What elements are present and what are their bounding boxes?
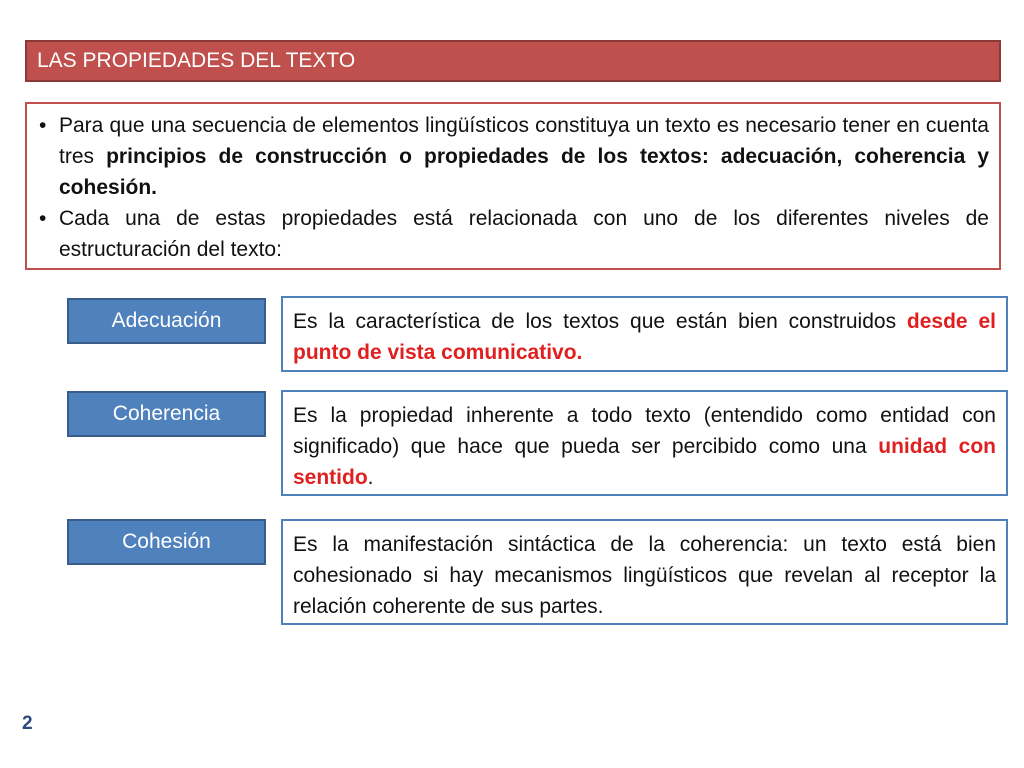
- intro-bullet-1: [39, 110, 989, 203]
- adecuacion-definition: [281, 296, 1008, 372]
- page-number: 2: [22, 713, 33, 734]
- intro-bullet-2: [39, 203, 989, 265]
- cohesion-label: Cohesión: [67, 519, 266, 565]
- coherencia-highlight: unidad con sentido: [293, 435, 996, 489]
- adecuacion-highlight: desde: [906, 310, 968, 333]
- coherencia-end: .: [367, 466, 374, 489]
- cohesion-definition: [281, 519, 1008, 625]
- adecuacion-text: Es la característica de los textos que están bien construidos: [293, 310, 907, 333]
- adecuacion-label: Adecuación: [67, 298, 266, 344]
- coherencia-label: Coherencia: [67, 391, 266, 437]
- bullet-icon: •: [39, 207, 47, 230]
- bullet-icon: •: [39, 114, 47, 137]
- intro-bullet-2-text: Cada una de estas propiedades está relacionada con uno de los diferentes niveles de estructuración del texto:: [59, 207, 989, 261]
- intro-bullet-1-bold: principios de construcción o propiedades de los textos: adecuación, coherencia y cohesión.: [59, 145, 990, 199]
- intro-box: [25, 102, 1001, 270]
- slide-title: LAS PROPIEDADES DEL TEXTO: [25, 40, 1001, 82]
- cohesion-text: Es la manifestación sintáctica de la coherencia: un texto está bien cohesionado si hay mecanismos lingüísticos que revelan al receptor la relación coherente de sus partes.: [293, 533, 996, 618]
- coherencia-text: Es la propiedad inherente a todo texto (entendido como entidad con significado) que hace que pueda ser percibido como una: [293, 404, 996, 458]
- intro-list: [39, 110, 989, 265]
- intro-bullet-1-text: Para que una secuencia de elementos lingüísticos constituya un texto es necesario tener en cuenta tres: [59, 114, 989, 168]
- coherencia-definition: [281, 390, 1008, 496]
- adecuacion-bold: el punto de vista comunicativo.: [293, 310, 996, 364]
